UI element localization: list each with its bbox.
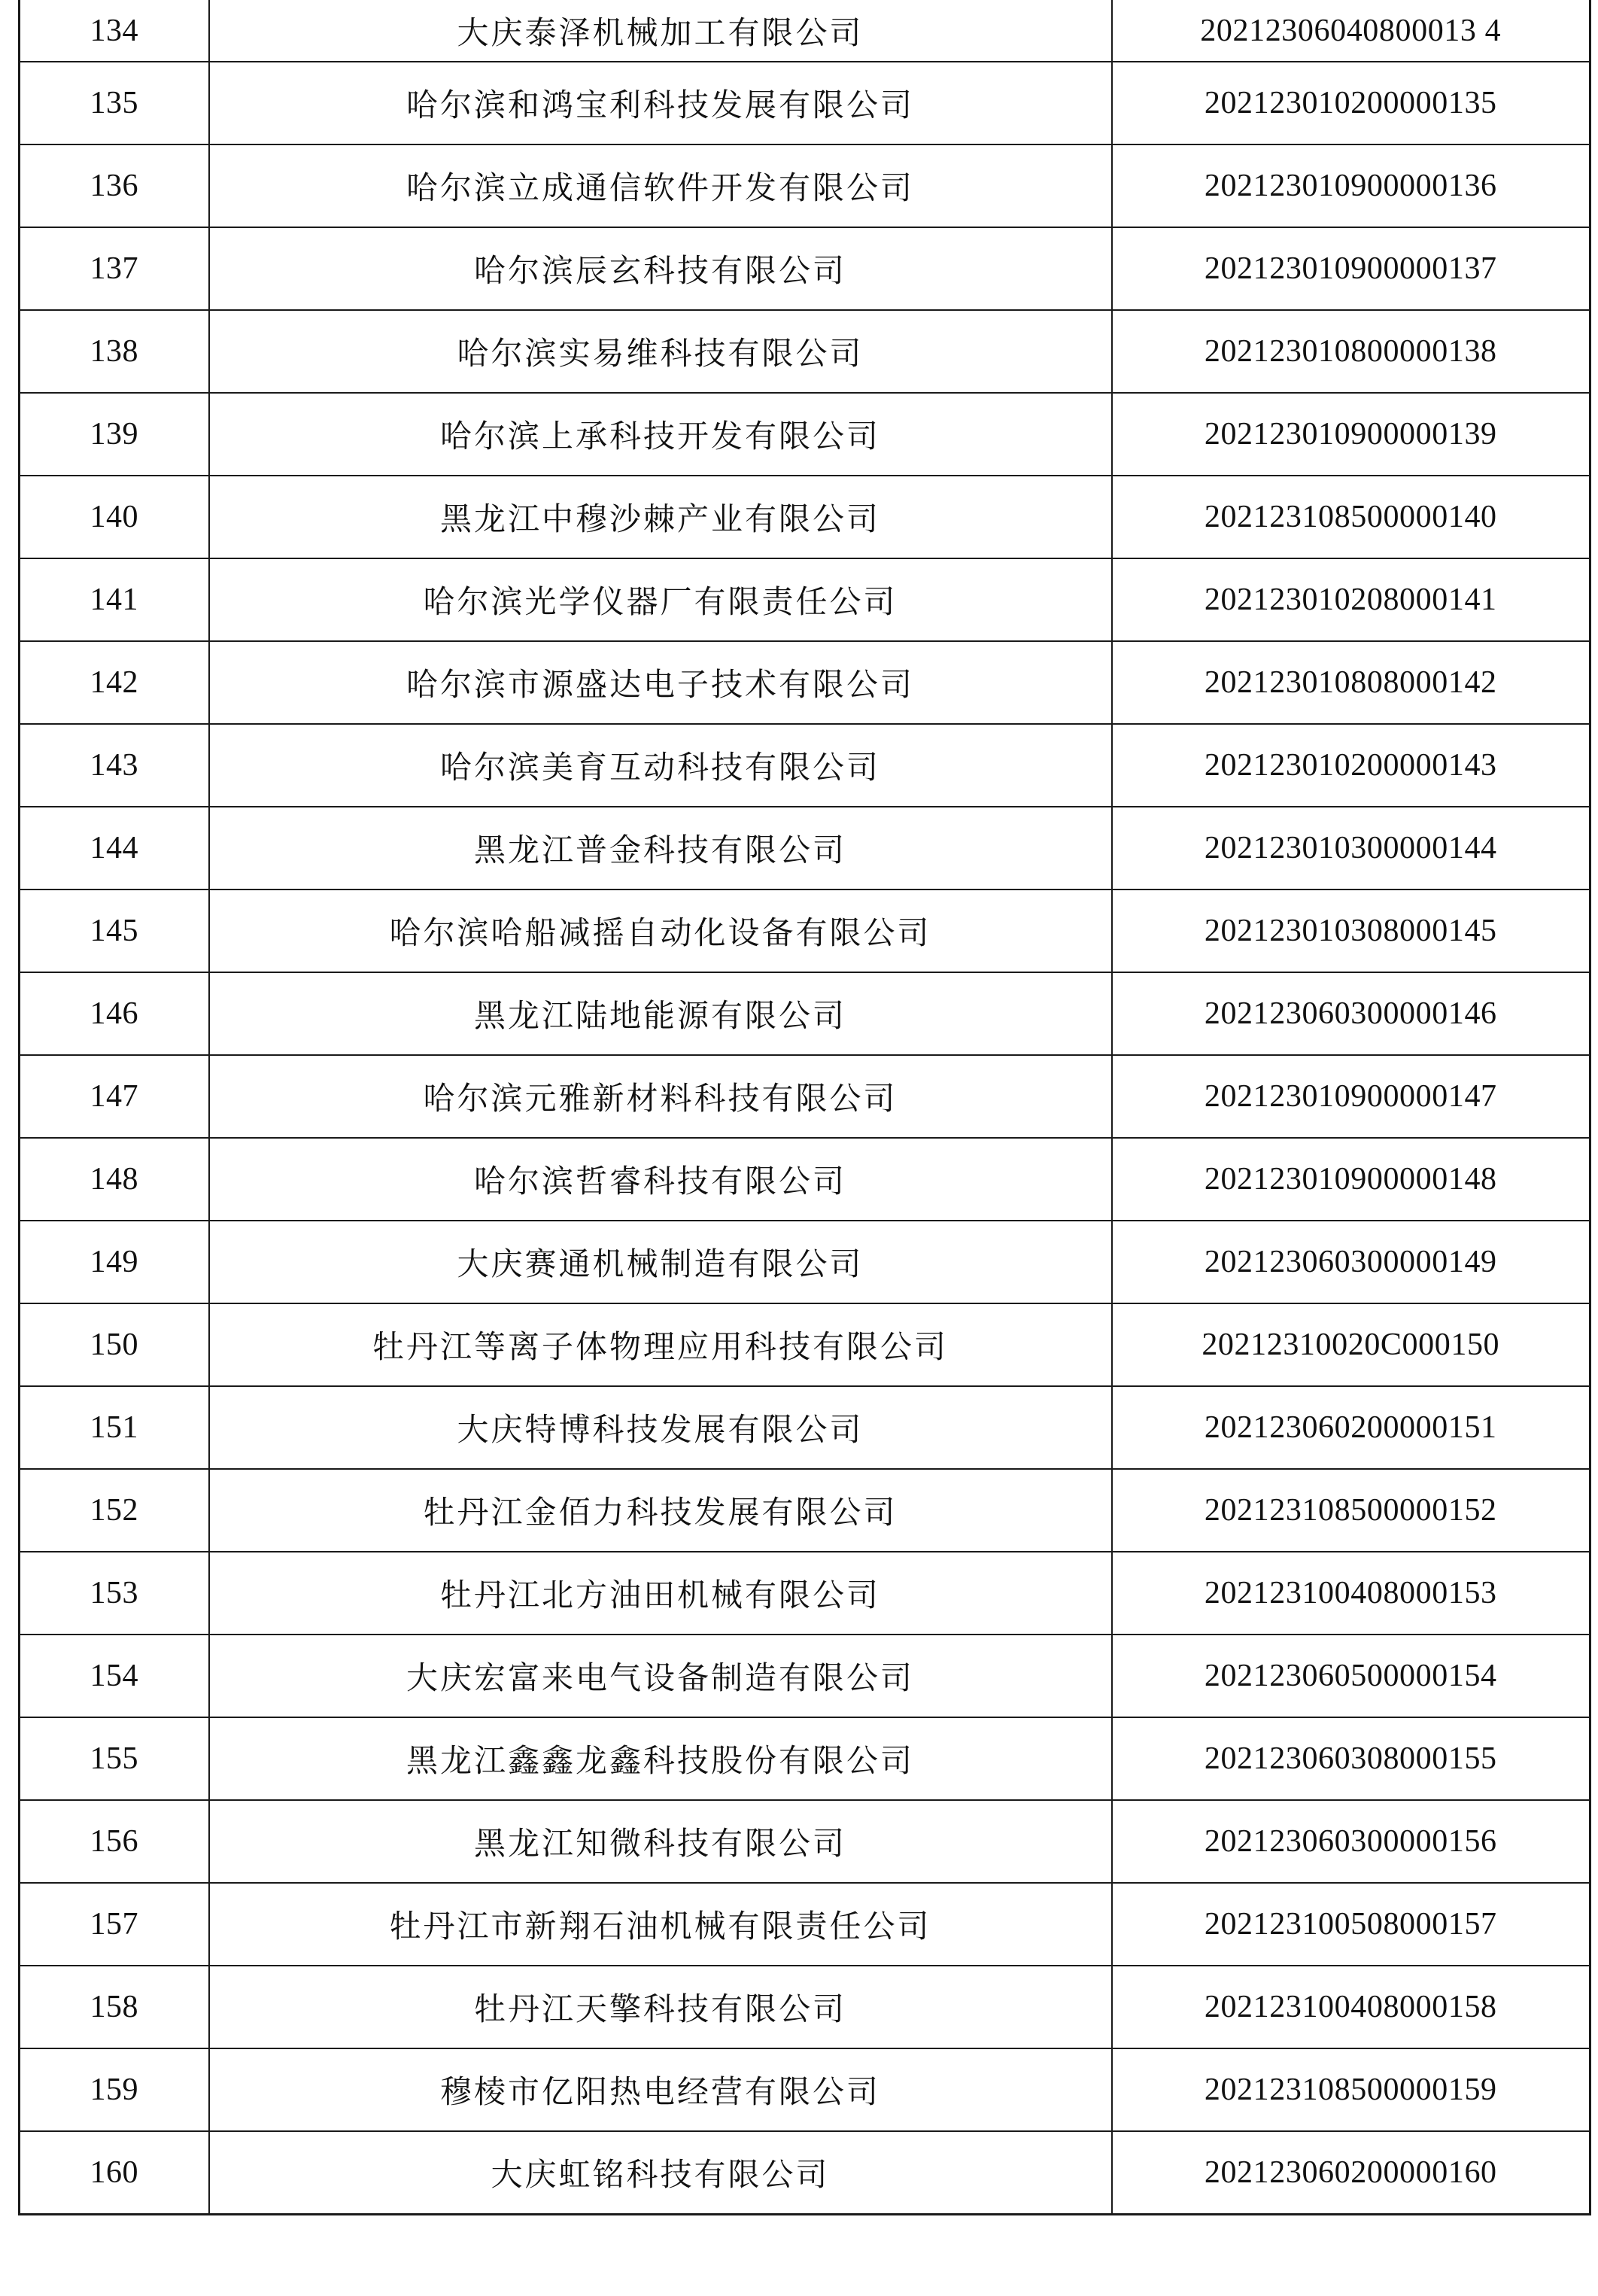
table-row [20, 2048, 1590, 2131]
company-name: 牡丹江等离子体物理应用科技有限公司 [209, 1303, 1112, 1386]
table-row [20, 1221, 1590, 1303]
company-name: 黑龙江陆地能源有限公司 [209, 972, 1112, 1055]
registration-code: 202123100408000153 [1112, 1552, 1590, 1635]
row-index: 148 [20, 1138, 209, 1221]
row-index: 134 [90, 13, 138, 48]
registration-code: 202123108500000140 [1112, 476, 1590, 558]
registration-code: 202123060500000154 [1112, 1635, 1590, 1717]
company-name: 牡丹江天擎科技有限公司 [209, 1966, 1112, 2048]
registration-code: 202123108500000159 [1112, 2048, 1590, 2131]
registration-code: 202123060200000151 [1112, 1386, 1590, 1469]
table-row [20, 1469, 1590, 1552]
registration-code: 202123060300000146 [1112, 972, 1590, 1055]
registration-code: 202123010900000139 [1112, 393, 1590, 476]
company-name: 大庆特博科技发展有限公司 [209, 1386, 1112, 1469]
table-row [20, 144, 1590, 227]
table-row [20, 807, 1590, 890]
row-index: 135 [20, 62, 209, 144]
registration-code: 20212306040800013 4 [1112, 0, 1590, 62]
table-row [20, 1883, 1590, 1966]
row-index: 136 [20, 144, 209, 227]
table-row [20, 1552, 1590, 1635]
company-name: 黑龙江中穆沙棘产业有限公司 [209, 476, 1112, 558]
row-index: 159 [20, 2048, 209, 2131]
company-name: 黑龙江鑫鑫龙鑫科技股份有限公司 [209, 1717, 1112, 1800]
row-index: 145 [20, 890, 209, 972]
registration-code: 202123010900000136 [1112, 144, 1590, 227]
row-index: 150 [20, 1303, 209, 1386]
row-index: 137 [20, 227, 209, 310]
table-row [20, 393, 1590, 476]
registration-code: 202123100408000158 [1112, 1966, 1590, 2048]
row-index: 147 [20, 1055, 209, 1138]
row-index: 155 [20, 1717, 209, 1800]
company-name: 黑龙江普金科技有限公司 [209, 807, 1112, 890]
row-index: 152 [20, 1469, 209, 1552]
table-row [20, 890, 1590, 972]
row-index: 141 [20, 558, 209, 641]
table-row [20, 1966, 1590, 2048]
company-name: 大庆泰泽机械加工有限公司 [209, 0, 1112, 62]
row-index: 139 [20, 393, 209, 476]
company-name: 大庆宏富来电气设备制造有限公司 [209, 1635, 1112, 1717]
row-index: 140 [20, 476, 209, 558]
table-row [20, 1635, 1590, 1717]
table-row [20, 310, 1590, 393]
registration-code: 202123010200000143 [1112, 724, 1590, 807]
company-name: 哈尔滨和鸿宝利科技发展有限公司 [209, 62, 1112, 144]
row-index: 151 [20, 1386, 209, 1469]
row-index: 146 [20, 972, 209, 1055]
row-index: 138 [20, 310, 209, 393]
company-name: 哈尔滨美育互动科技有限公司 [209, 724, 1112, 807]
company-name: 穆棱市亿阳热电经营有限公司 [209, 2048, 1112, 2131]
registration-code: 202123010808000142 [1112, 641, 1590, 724]
company-name: 哈尔滨哈船减摇自动化设备有限公司 [209, 890, 1112, 972]
registration-code: 202123010208000141 [1112, 558, 1590, 641]
registration-code: 202123010200000135 [1112, 62, 1590, 144]
company-name: 哈尔滨立成通信软件开发有限公司 [209, 144, 1112, 227]
company-name: 大庆虹铭科技有限公司 [209, 2131, 1112, 2215]
company-name: 哈尔滨辰玄科技有限公司 [209, 227, 1112, 310]
registration-code: 202123100508000157 [1112, 1883, 1590, 1966]
table-row [20, 724, 1590, 807]
company-name: 牡丹江北方油田机械有限公司 [209, 1552, 1112, 1635]
registration-code: 202123010308000145 [1112, 890, 1590, 972]
registration-code: 20212310020C000150 [1112, 1303, 1590, 1386]
company-name: 牡丹江金佰力科技发展有限公司 [209, 1469, 1112, 1552]
registration-code: 202123060200000160 [1112, 2131, 1590, 2215]
company-name: 牡丹江市新翔石油机械有限责任公司 [209, 1883, 1112, 1966]
company-name: 哈尔滨光学仪器厂有限责任公司 [209, 558, 1112, 641]
row-index: 149 [20, 1221, 209, 1303]
row-index: 158 [20, 1966, 209, 2048]
row-index: 142 [20, 641, 209, 724]
registration-code: 202123060308000155 [1112, 1717, 1590, 1800]
registration-code: 202123010900000137 [1112, 227, 1590, 310]
company-name: 哈尔滨元雅新材料科技有限公司 [209, 1055, 1112, 1138]
company-name: 哈尔滨实易维科技有限公司 [209, 310, 1112, 393]
table-row [20, 1386, 1590, 1469]
registration-code: 202123010900000148 [1112, 1138, 1590, 1221]
registration-code: 202123060300000149 [1112, 1221, 1590, 1303]
row-index: 143 [20, 724, 209, 807]
registration-code: 202123010800000138 [1112, 310, 1590, 393]
table-row [20, 1717, 1590, 1800]
row-index: 154 [20, 1635, 209, 1717]
table-row [20, 641, 1590, 724]
table-row [20, 0, 1590, 62]
company-name: 黑龙江知微科技有限公司 [209, 1800, 1112, 1883]
table-row [20, 972, 1590, 1055]
company-name: 大庆赛通机械制造有限公司 [209, 1221, 1112, 1303]
document-page [18, 0, 1589, 2289]
row-index: 156 [20, 1800, 209, 1883]
table-row [20, 227, 1590, 310]
table-row [20, 2131, 1590, 2215]
registration-code: 202123108500000152 [1112, 1469, 1590, 1552]
table-row [20, 1138, 1590, 1221]
table-row [20, 476, 1590, 558]
company-name: 哈尔滨市源盛达电子技术有限公司 [209, 641, 1112, 724]
table-row [20, 1800, 1590, 1883]
row-index: 144 [20, 807, 209, 890]
table-row [20, 62, 1590, 144]
row-index: 157 [20, 1883, 209, 1966]
company-name: 哈尔滨上承科技开发有限公司 [209, 393, 1112, 476]
company-registry-table [18, 0, 1591, 2215]
company-name: 哈尔滨哲睿科技有限公司 [209, 1138, 1112, 1221]
table-body [20, 0, 1590, 2215]
row-index: 160 [20, 2131, 209, 2215]
registration-code: 202123010300000144 [1112, 807, 1590, 890]
registration-code: 202123060300000156 [1112, 1800, 1590, 1883]
table-row [20, 558, 1590, 641]
row-index: 153 [20, 1552, 209, 1635]
table-row [20, 1055, 1590, 1138]
table-row [20, 1303, 1590, 1386]
registration-code: 202123010900000147 [1112, 1055, 1590, 1138]
